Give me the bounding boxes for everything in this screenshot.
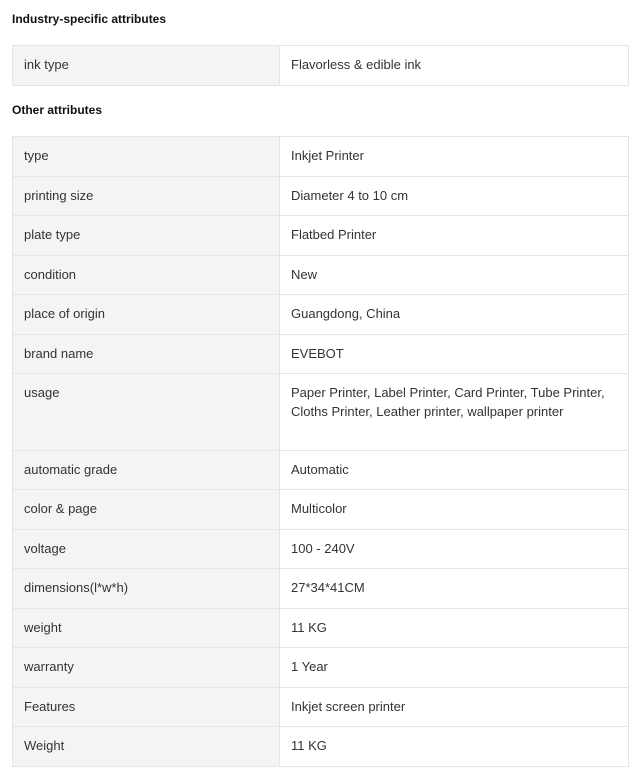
other-attributes-heading: Other attributes <box>12 103 103 117</box>
table-row <box>13 335 629 374</box>
table-row <box>13 256 629 295</box>
table-row <box>13 374 629 451</box>
attribute-value: Paper Printer, Label Printer, Card Printer, Tube Printer, Cloths Printer, Leather printer, wallpaper printer <box>280 374 629 451</box>
table-row <box>13 490 629 530</box>
attribute-key: printing size <box>13 177 280 216</box>
table-row <box>13 688 629 727</box>
attribute-key: plate type <box>13 216 280 256</box>
attribute-value: 100 - 240V <box>280 530 629 569</box>
attribute-value: Automatic <box>280 451 629 490</box>
attribute-key: weight <box>13 609 280 648</box>
attribute-value: Guangdong, China <box>280 295 629 335</box>
table-row <box>13 727 629 767</box>
table-row <box>13 177 629 216</box>
table-row <box>13 295 629 335</box>
attribute-key: usage <box>13 374 280 451</box>
table-row <box>13 46 629 86</box>
table-row <box>13 569 629 609</box>
table-row <box>13 648 629 688</box>
table-row <box>13 216 629 256</box>
industry-attributes-table <box>12 45 629 86</box>
attribute-key: ink type <box>13 46 280 86</box>
attribute-value: New <box>280 256 629 295</box>
attribute-key: place of origin <box>13 295 280 335</box>
industry-attributes-heading: Industry-specific attributes <box>12 12 167 26</box>
attribute-value: EVEBOT <box>280 335 629 374</box>
attribute-value: 11 KG <box>280 609 629 648</box>
other-attributes-table <box>12 136 629 767</box>
attribute-value: 1 Year <box>280 648 629 688</box>
attribute-value: Diameter 4 to 10 cm <box>280 177 629 216</box>
attribute-key: Features <box>13 688 280 727</box>
attribute-key: dimensions(l*w*h) <box>13 569 280 609</box>
table-row <box>13 530 629 569</box>
attribute-value: Inkjet Printer <box>280 137 629 177</box>
attribute-value: Flatbed Printer <box>280 216 629 256</box>
attribute-value: Multicolor <box>280 490 629 530</box>
attribute-key: automatic grade <box>13 451 280 490</box>
attribute-value: 27*34*41CM <box>280 569 629 609</box>
attribute-key: brand name <box>13 335 280 374</box>
attribute-key: condition <box>13 256 280 295</box>
table-row <box>13 451 629 490</box>
attribute-value: 11 KG <box>280 727 629 767</box>
attribute-key: Weight <box>13 727 280 767</box>
attribute-key: type <box>13 137 280 177</box>
table-row <box>13 609 629 648</box>
attribute-value: Flavorless & edible ink <box>280 46 629 86</box>
attribute-key: warranty <box>13 648 280 688</box>
attribute-key: voltage <box>13 530 280 569</box>
attribute-key: color & page <box>13 490 280 530</box>
attribute-value: Inkjet screen printer <box>280 688 629 727</box>
table-row <box>13 137 629 177</box>
